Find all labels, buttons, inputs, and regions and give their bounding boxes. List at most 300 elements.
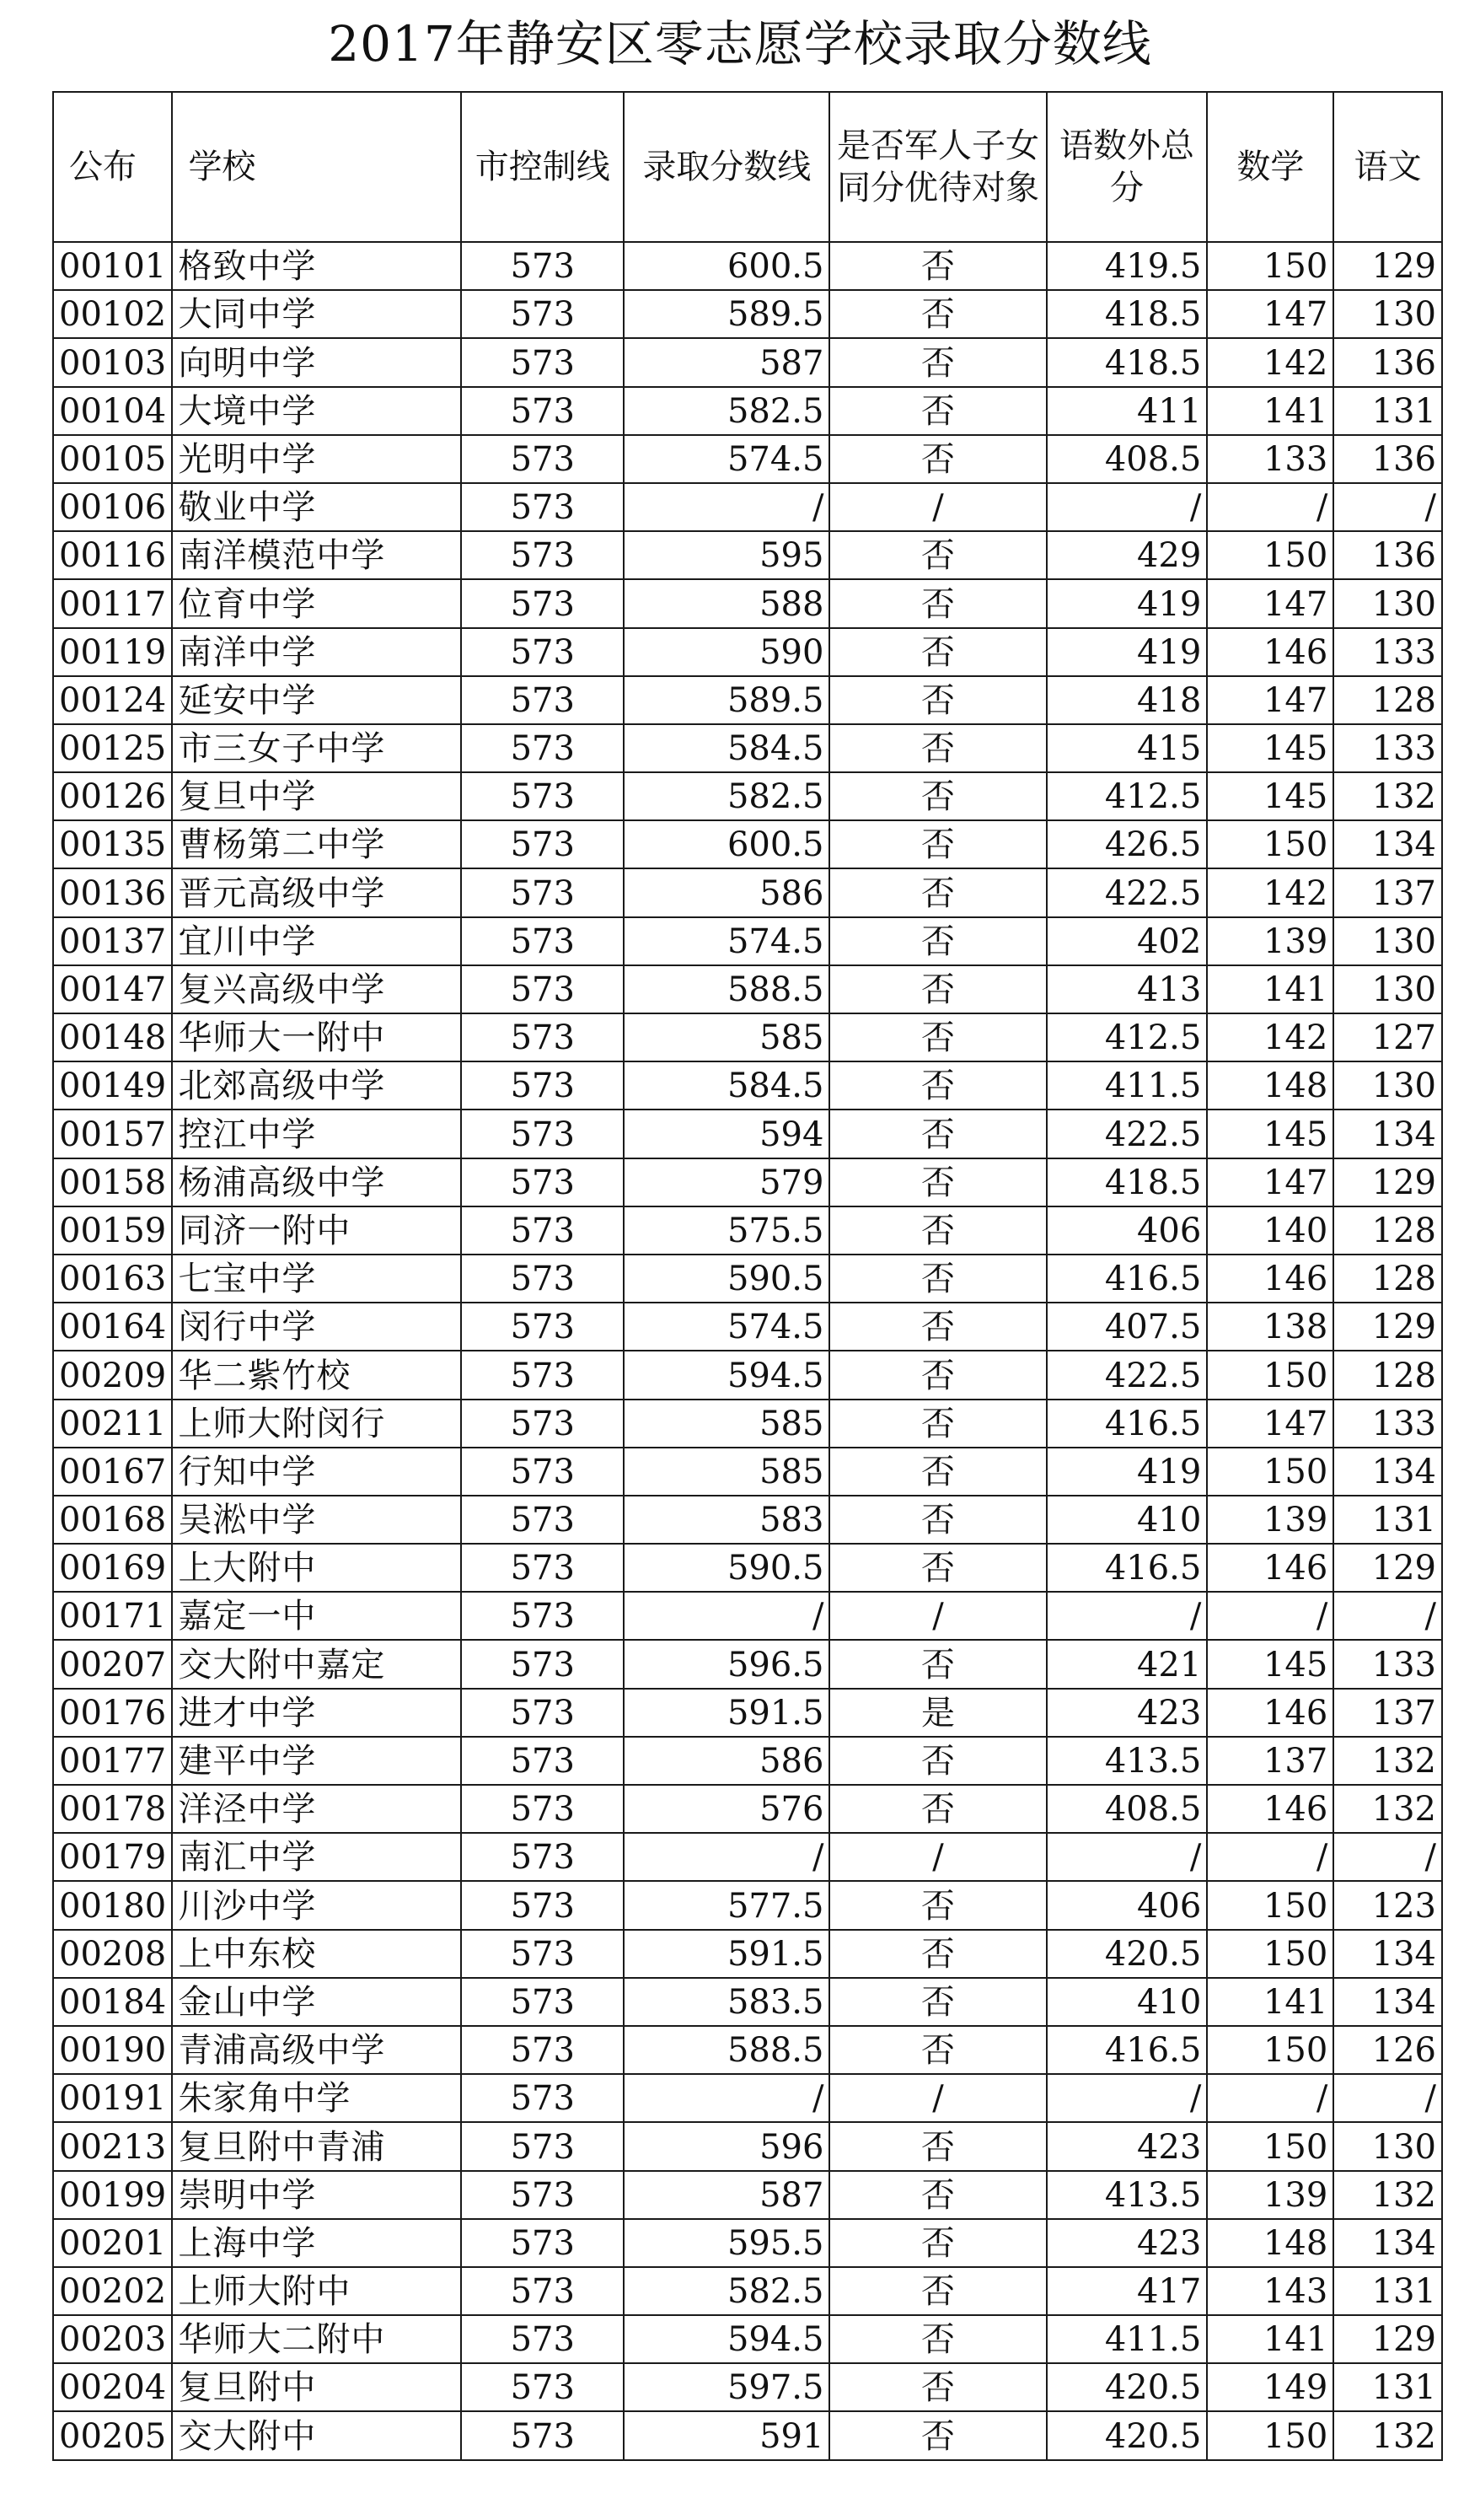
cell-admission-score: 588: [624, 579, 829, 627]
cell-code: 00137: [53, 917, 172, 965]
cell-total-three: 416.5: [1047, 1400, 1208, 1448]
cell-military-priority: 否: [829, 2411, 1046, 2459]
cell-math: /: [1207, 2074, 1333, 2122]
cell-military-priority: 否: [829, 1158, 1046, 1206]
cell-military-priority: 否: [829, 242, 1046, 290]
page-title: 2017年静安区零志愿学校录取分数线: [328, 15, 1152, 73]
cell-school: 上中东校: [172, 1930, 461, 1978]
cell-total-three: 429: [1047, 531, 1208, 579]
cell-control-line: 573: [461, 628, 624, 676]
table-row: [53, 868, 1442, 916]
table-row: [53, 2219, 1442, 2267]
cell-total-three: 419: [1047, 579, 1208, 627]
table-row: [53, 2411, 1442, 2459]
cell-chinese: 133: [1333, 724, 1442, 772]
cell-military-priority: 否: [829, 1013, 1046, 1061]
cell-military-priority: 否: [829, 1448, 1046, 1496]
cell-chinese: 132: [1333, 2171, 1442, 2219]
cell-total-three: 419: [1047, 628, 1208, 676]
cell-control-line: 573: [461, 1689, 624, 1737]
cell-code: 00168: [53, 1496, 172, 1544]
cell-code: 00126: [53, 772, 172, 820]
table-row: [53, 242, 1442, 290]
table-row: [53, 1640, 1442, 1688]
cell-code: 00158: [53, 1158, 172, 1206]
cell-admission-score: 585: [624, 1400, 829, 1448]
cell-school: 晋元高级中学: [172, 868, 461, 916]
table-row: [53, 917, 1442, 965]
table-row: [53, 1689, 1442, 1737]
cell-admission-score: 583: [624, 1496, 829, 1544]
cell-total-three: 410: [1047, 1978, 1208, 2026]
cell-control-line: 573: [461, 1881, 624, 1929]
cell-chinese: 129: [1333, 242, 1442, 290]
cell-school: 闵行中学: [172, 1303, 461, 1351]
cell-control-line: 573: [461, 435, 624, 483]
cell-code: 00180: [53, 1881, 172, 1929]
table-row: [53, 1400, 1442, 1448]
cell-school: 复兴高级中学: [172, 965, 461, 1013]
cell-chinese: 130: [1333, 917, 1442, 965]
cell-school: 上师大附中: [172, 2267, 461, 2315]
cell-math: 150: [1207, 1448, 1333, 1496]
table-row: [53, 1737, 1442, 1785]
cell-chinese: 137: [1333, 1689, 1442, 1737]
table-row: [53, 2315, 1442, 2363]
cell-chinese: 134: [1333, 2219, 1442, 2267]
cell-school: 金山中学: [172, 1978, 461, 2026]
cell-school: 大境中学: [172, 387, 461, 435]
cell-admission-score: 600.5: [624, 820, 829, 868]
cell-admission-score: 597.5: [624, 2363, 829, 2411]
cell-control-line: 573: [461, 1592, 624, 1640]
cell-school: 洋泾中学: [172, 1785, 461, 1833]
cell-control-line: 573: [461, 2411, 624, 2459]
cell-total-three: 415: [1047, 724, 1208, 772]
header-school: 学校: [172, 92, 461, 242]
cell-chinese: 134: [1333, 1978, 1442, 2026]
cell-school: 吴淞中学: [172, 1496, 461, 1544]
cell-control-line: 573: [461, 1785, 624, 1833]
cell-chinese: 127: [1333, 1013, 1442, 1061]
cell-admission-score: 587: [624, 2171, 829, 2219]
cell-school: 敬业中学: [172, 483, 461, 531]
cell-math: 147: [1207, 1158, 1333, 1206]
cell-control-line: 573: [461, 2267, 624, 2315]
cell-military-priority: /: [829, 1592, 1046, 1640]
cell-code: 00159: [53, 1206, 172, 1255]
cell-military-priority: 否: [829, 1785, 1046, 1833]
cell-code: 00119: [53, 628, 172, 676]
cell-chinese: 131: [1333, 387, 1442, 435]
cell-total-three: /: [1047, 483, 1208, 531]
cell-math: 150: [1207, 531, 1333, 579]
cell-total-three: 423: [1047, 1689, 1208, 1737]
cell-military-priority: 否: [829, 724, 1046, 772]
cell-math: 142: [1207, 338, 1333, 386]
cell-military-priority: 否: [829, 1110, 1046, 1158]
cell-admission-score: /: [624, 1592, 829, 1640]
cell-admission-score: 594.5: [624, 1351, 829, 1399]
cell-code: 00135: [53, 820, 172, 868]
cell-code: 00148: [53, 1013, 172, 1061]
cell-military-priority: 否: [829, 772, 1046, 820]
cell-code: 00208: [53, 1930, 172, 1978]
cell-math: 147: [1207, 1400, 1333, 1448]
cell-military-priority: 否: [829, 2219, 1046, 2267]
cell-chinese: 129: [1333, 1544, 1442, 1592]
cell-code: 00205: [53, 2411, 172, 2459]
header-admission-line: 录取分数线: [624, 92, 829, 242]
cell-admission-score: 594: [624, 1110, 829, 1158]
cell-math: 150: [1207, 1351, 1333, 1399]
cell-chinese: 126: [1333, 2026, 1442, 2074]
cell-total-three: 419: [1047, 1448, 1208, 1496]
admission-score-table: [52, 91, 1443, 2461]
table-row: [53, 1496, 1442, 1544]
cell-chinese: 130: [1333, 579, 1442, 627]
cell-school: 华师大二附中: [172, 2315, 461, 2363]
cell-school: 宜川中学: [172, 917, 461, 965]
cell-control-line: 573: [461, 2219, 624, 2267]
cell-code: 00164: [53, 1303, 172, 1351]
table-row: [53, 483, 1442, 531]
cell-school: 行知中学: [172, 1448, 461, 1496]
cell-code: 00117: [53, 579, 172, 627]
cell-control-line: 573: [461, 1448, 624, 1496]
cell-school: 川沙中学: [172, 1881, 461, 1929]
cell-military-priority: 否: [829, 1930, 1046, 1978]
cell-control-line: 573: [461, 1930, 624, 1978]
cell-admission-score: 575.5: [624, 1206, 829, 1255]
cell-chinese: 134: [1333, 1930, 1442, 1978]
table-row: [53, 772, 1442, 820]
cell-control-line: 573: [461, 820, 624, 868]
cell-admission-score: 588.5: [624, 965, 829, 1013]
cell-math: 137: [1207, 1737, 1333, 1785]
cell-code: 00103: [53, 338, 172, 386]
cell-control-line: 573: [461, 1303, 624, 1351]
cell-code: 00204: [53, 2363, 172, 2411]
table-row: [53, 2122, 1442, 2170]
cell-control-line: 573: [461, 917, 624, 965]
cell-math: 150: [1207, 2026, 1333, 2074]
header-chinese: 语文: [1333, 92, 1442, 242]
table-row: [53, 676, 1442, 724]
cell-math: 150: [1207, 2122, 1333, 2170]
table-row: [53, 1448, 1442, 1496]
cell-military-priority: 否: [829, 1255, 1046, 1303]
table-row: [53, 1544, 1442, 1592]
cell-control-line: 573: [461, 965, 624, 1013]
cell-school: 复旦中学: [172, 772, 461, 820]
cell-admission-score: 576: [624, 1785, 829, 1833]
cell-code: 00147: [53, 965, 172, 1013]
cell-school: 大同中学: [172, 290, 461, 338]
cell-chinese: 123: [1333, 1881, 1442, 1929]
cell-control-line: 573: [461, 290, 624, 338]
cell-math: 146: [1207, 628, 1333, 676]
cell-code: 00167: [53, 1448, 172, 1496]
cell-school: 上大附中: [172, 1544, 461, 1592]
cell-control-line: 573: [461, 1544, 624, 1592]
cell-code: 00104: [53, 387, 172, 435]
cell-total-three: 422.5: [1047, 868, 1208, 916]
cell-school: 南洋模范中学: [172, 531, 461, 579]
table-row: [53, 387, 1442, 435]
cell-code: 00136: [53, 868, 172, 916]
table-row: [53, 1255, 1442, 1303]
cell-military-priority: 否: [829, 1303, 1046, 1351]
table-row: [53, 2074, 1442, 2122]
cell-chinese: 131: [1333, 2267, 1442, 2315]
cell-code: 00116: [53, 531, 172, 579]
cell-chinese: /: [1333, 1592, 1442, 1640]
cell-code: 00199: [53, 2171, 172, 2219]
cell-military-priority: 否: [829, 1400, 1046, 1448]
cell-military-priority: 否: [829, 868, 1046, 916]
cell-math: /: [1207, 483, 1333, 531]
table-row: [53, 1592, 1442, 1640]
cell-math: 142: [1207, 868, 1333, 916]
table-row: [53, 435, 1442, 483]
cell-chinese: 133: [1333, 1400, 1442, 1448]
table-row: [53, 579, 1442, 627]
cell-total-three: 411.5: [1047, 1061, 1208, 1110]
cell-school: 南洋中学: [172, 628, 461, 676]
table-row: [53, 1785, 1442, 1833]
cell-control-line: 573: [461, 579, 624, 627]
cell-chinese: 134: [1333, 820, 1442, 868]
cell-admission-score: 591.5: [624, 1930, 829, 1978]
cell-admission-score: /: [624, 483, 829, 531]
cell-code: 00201: [53, 2219, 172, 2267]
cell-math: 139: [1207, 2171, 1333, 2219]
cell-code: 00178: [53, 1785, 172, 1833]
cell-military-priority: 否: [829, 676, 1046, 724]
cell-total-three: 426.5: [1047, 820, 1208, 868]
cell-total-three: 408.5: [1047, 435, 1208, 483]
table-body: [53, 242, 1442, 2460]
cell-chinese: 130: [1333, 965, 1442, 1013]
table-row: [53, 2363, 1442, 2411]
cell-military-priority: 否: [829, 1640, 1046, 1688]
cell-school: 交大附中: [172, 2411, 461, 2459]
cell-school: 格致中学: [172, 242, 461, 290]
cell-school: 控江中学: [172, 1110, 461, 1158]
cell-admission-score: /: [624, 2074, 829, 2122]
cell-code: 00105: [53, 435, 172, 483]
cell-code: 00101: [53, 242, 172, 290]
table-row: [53, 724, 1442, 772]
cell-admission-score: 574.5: [624, 1303, 829, 1351]
cell-school: 市三女子中学: [172, 724, 461, 772]
cell-total-three: 420.5: [1047, 1930, 1208, 1978]
cell-admission-score: 596.5: [624, 1640, 829, 1688]
cell-total-three: 416.5: [1047, 1255, 1208, 1303]
table-row: [53, 1158, 1442, 1206]
cell-admission-score: 586: [624, 868, 829, 916]
cell-control-line: 573: [461, 387, 624, 435]
header-control-line: 市控制线: [461, 92, 624, 242]
cell-total-three: 421: [1047, 1640, 1208, 1688]
cell-total-three: 411: [1047, 387, 1208, 435]
cell-chinese: 133: [1333, 628, 1442, 676]
cell-school: 曹杨第二中学: [172, 820, 461, 868]
table-row: [53, 2267, 1442, 2315]
cell-military-priority: /: [829, 483, 1046, 531]
cell-school: 延安中学: [172, 676, 461, 724]
cell-school: 位育中学: [172, 579, 461, 627]
cell-chinese: 128: [1333, 1351, 1442, 1399]
cell-chinese: 137: [1333, 868, 1442, 916]
cell-admission-score: 589.5: [624, 676, 829, 724]
cell-military-priority: 否: [829, 435, 1046, 483]
cell-code: 00207: [53, 1640, 172, 1688]
cell-math: /: [1207, 1592, 1333, 1640]
cell-school: 青浦高级中学: [172, 2026, 461, 2074]
cell-total-three: 420.5: [1047, 2411, 1208, 2459]
cell-admission-score: 584.5: [624, 724, 829, 772]
cell-admission-score: 574.5: [624, 917, 829, 965]
cell-math: 147: [1207, 290, 1333, 338]
table-row: [53, 2171, 1442, 2219]
cell-chinese: 129: [1333, 1303, 1442, 1351]
cell-control-line: 573: [461, 1255, 624, 1303]
cell-control-line: 573: [461, 1013, 624, 1061]
cell-admission-score: 600.5: [624, 242, 829, 290]
cell-school: 南汇中学: [172, 1833, 461, 1881]
cell-chinese: 132: [1333, 1785, 1442, 1833]
cell-control-line: 573: [461, 676, 624, 724]
table-row: [53, 1061, 1442, 1110]
cell-total-three: 413.5: [1047, 2171, 1208, 2219]
cell-control-line: 573: [461, 2074, 624, 2122]
cell-chinese: 129: [1333, 1158, 1442, 1206]
cell-school: 上师大附闵行: [172, 1400, 461, 1448]
cell-military-priority: 否: [829, 1351, 1046, 1399]
cell-math: 150: [1207, 820, 1333, 868]
header-total-three: 语数外总分: [1047, 92, 1208, 242]
cell-control-line: 573: [461, 1110, 624, 1158]
cell-admission-score: 590.5: [624, 1544, 829, 1592]
cell-admission-score: 591.5: [624, 1689, 829, 1737]
cell-school: 上海中学: [172, 2219, 461, 2267]
cell-chinese: 136: [1333, 531, 1442, 579]
cell-code: 00191: [53, 2074, 172, 2122]
cell-school: 复旦附中青浦: [172, 2122, 461, 2170]
table-row: [53, 628, 1442, 676]
cell-control-line: 573: [461, 242, 624, 290]
cell-math: 145: [1207, 1110, 1333, 1158]
cell-school: 交大附中嘉定: [172, 1640, 461, 1688]
table-row: [53, 1833, 1442, 1881]
cell-military-priority: 否: [829, 1061, 1046, 1110]
cell-school: 华二紫竹校: [172, 1351, 461, 1399]
cell-chinese: 130: [1333, 1061, 1442, 1110]
cell-total-three: /: [1047, 2074, 1208, 2122]
cell-chinese: 132: [1333, 1737, 1442, 1785]
cell-control-line: 573: [461, 2026, 624, 2074]
cell-school: 崇明中学: [172, 2171, 461, 2219]
cell-school: 嘉定一中: [172, 1592, 461, 1640]
cell-control-line: 573: [461, 2171, 624, 2219]
cell-admission-score: 590.5: [624, 1255, 829, 1303]
cell-control-line: 573: [461, 1496, 624, 1544]
cell-military-priority: 否: [829, 1544, 1046, 1592]
cell-code: 00171: [53, 1592, 172, 1640]
cell-military-priority: 否: [829, 820, 1046, 868]
cell-total-three: /: [1047, 1592, 1208, 1640]
cell-math: 150: [1207, 242, 1333, 290]
cell-code: 00125: [53, 724, 172, 772]
cell-military-priority: 否: [829, 2171, 1046, 2219]
cell-code: 00157: [53, 1110, 172, 1158]
cell-chinese: 129: [1333, 2315, 1442, 2363]
cell-code: 00124: [53, 676, 172, 724]
cell-total-three: 422.5: [1047, 1351, 1208, 1399]
cell-admission-score: 579: [624, 1158, 829, 1206]
cell-chinese: 131: [1333, 1496, 1442, 1544]
cell-admission-score: 585: [624, 1448, 829, 1496]
cell-chinese: 134: [1333, 1110, 1442, 1158]
table-row: [53, 1930, 1442, 1978]
cell-chinese: 132: [1333, 772, 1442, 820]
cell-chinese: 136: [1333, 338, 1442, 386]
cell-math: 140: [1207, 1206, 1333, 1255]
cell-control-line: 573: [461, 1737, 624, 1785]
cell-math: 141: [1207, 387, 1333, 435]
cell-math: 143: [1207, 2267, 1333, 2315]
cell-code: 00177: [53, 1737, 172, 1785]
table-row: [53, 338, 1442, 386]
cell-control-line: 573: [461, 2122, 624, 2170]
cell-military-priority: 否: [829, 2122, 1046, 2170]
cell-school: 复旦附中: [172, 2363, 461, 2411]
cell-military-priority: 否: [829, 579, 1046, 627]
cell-code: 00176: [53, 1689, 172, 1737]
cell-control-line: 573: [461, 868, 624, 916]
cell-chinese: 128: [1333, 676, 1442, 724]
cell-military-priority: 否: [829, 1978, 1046, 2026]
cell-admission-score: 594.5: [624, 2315, 829, 2363]
table-row: [53, 1110, 1442, 1158]
cell-math: 150: [1207, 1930, 1333, 1978]
cell-chinese: /: [1333, 483, 1442, 531]
cell-total-three: 407.5: [1047, 1303, 1208, 1351]
cell-code: 00102: [53, 290, 172, 338]
cell-math: 146: [1207, 1785, 1333, 1833]
cell-code: 00106: [53, 483, 172, 531]
cell-chinese: 132: [1333, 2411, 1442, 2459]
cell-math: 139: [1207, 1496, 1333, 1544]
cell-math: 149: [1207, 2363, 1333, 2411]
header-military-priority: 是否军人子女同分优待对象: [829, 92, 1046, 242]
cell-control-line: 573: [461, 1400, 624, 1448]
cell-total-three: 418: [1047, 676, 1208, 724]
cell-school: 杨浦高级中学: [172, 1158, 461, 1206]
cell-school: 光明中学: [172, 435, 461, 483]
cell-admission-score: 595.5: [624, 2219, 829, 2267]
cell-math: 142: [1207, 1013, 1333, 1061]
cell-admission-score: 582.5: [624, 2267, 829, 2315]
cell-math: 139: [1207, 917, 1333, 965]
cell-military-priority: 是: [829, 1689, 1046, 1737]
cell-admission-score: 589.5: [624, 290, 829, 338]
cell-code: 00169: [53, 1544, 172, 1592]
cell-school: 北郊高级中学: [172, 1061, 461, 1110]
cell-admission-score: 584.5: [624, 1061, 829, 1110]
